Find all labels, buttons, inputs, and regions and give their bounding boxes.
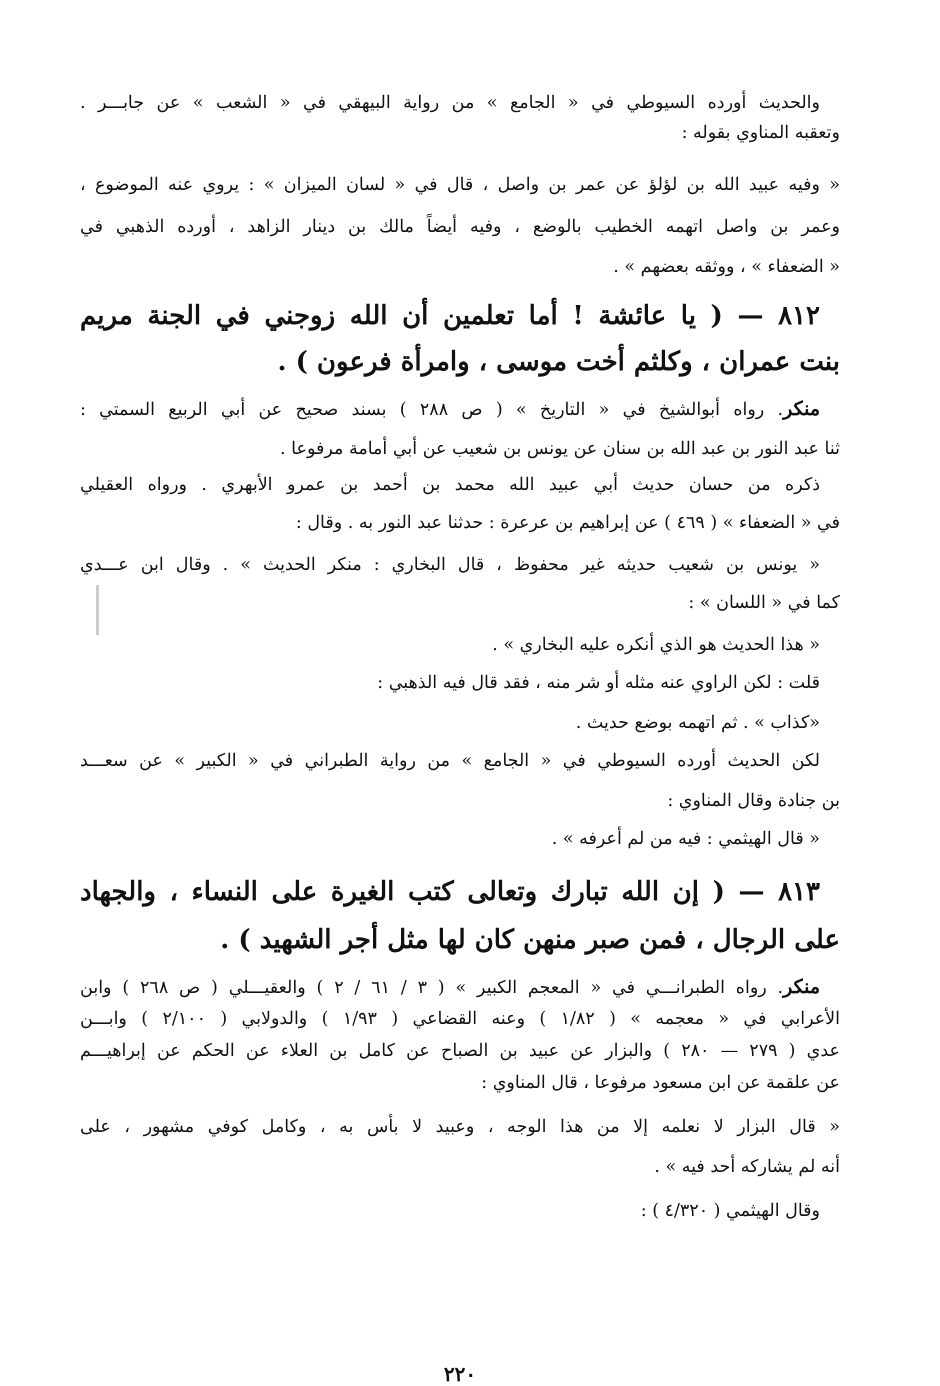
text-line <box>80 1004 840 1034</box>
line-text: والحديث أورده السيوطي في « الجامع » من رواية البيهقي في « الشعب » عن جابـــر . <box>80 93 820 113</box>
text-line <box>80 972 840 1003</box>
scan-artifact <box>96 585 99 635</box>
line-text: . رواه أبوالشيخ في « التاريخ » ( ص ٢٨٨ ) بسند صحيح عن أبي الربيع السمتي : <box>80 400 784 420</box>
grade-label: منكر <box>783 398 820 420</box>
line-text: عدي ( ٢٧٩ — ٢٨٠ ) والبزار عن عبيد بن الصباح عن كامل بن العلاء عن الحكم عن إبراهيـــم <box>80 1041 840 1061</box>
line-text: لكن الحديث أورده السيوطي في « الجامع » من رواية الطبراني في « الكبير » عن سعـــد <box>80 751 820 771</box>
hadith-heading-line <box>80 870 840 914</box>
text-line <box>682 118 840 148</box>
line-text: بن جنادة وقال المناوي : <box>667 791 840 811</box>
text-line <box>80 470 840 500</box>
line-text: أنه لم يشاركه أحد فيه » . <box>654 1157 840 1177</box>
text-line <box>80 550 840 580</box>
line-text: ٨١٣ — ( إن الله تبارك وتعالى كتب الغيرة على النساء ، والجهاد <box>80 877 820 907</box>
grade-label: منكر <box>783 976 821 998</box>
text-line <box>576 708 840 738</box>
text-line <box>377 668 840 698</box>
line-text: ٨١٢ — ( يا عائشة ! أما تعلمين أن الله زوجني في الجنة مريم <box>80 301 820 331</box>
text-line <box>296 508 840 538</box>
text-line <box>80 1112 840 1142</box>
text-line <box>481 1068 840 1098</box>
line-text: عن علقمة عن ابن مسعود مرفوعا ، قال المناوي : <box>481 1073 840 1093</box>
line-text: وقال الهيثمي ( ٤/٣٢٠ ) : <box>640 1201 820 1221</box>
book-page <box>80 93 841 1386</box>
text-line <box>492 630 840 660</box>
text-line <box>667 786 840 816</box>
line-text: في « الضعفاء » ( ٤٦٩ ) عن إبراهيم بن عرعرة : حدثنا عبد النور به . وقال : <box>295 513 840 533</box>
line-text: ذكره من حسان حديث أبي عبيد الله محمد بن أحمد بن عمرو الأبهري . ورواه العقيلي <box>80 475 820 495</box>
line-text: وتعقبه المناوي بقوله : <box>681 123 840 143</box>
line-text: « يونس بن شعيب حديثه غير محفوظ ، قال البخاري : منكر الحديث » . وقال ابن عـــدي <box>80 555 820 575</box>
line-text: وعمر بن واصل اتهمه الخطيب بالوضع ، وفيه أيضاً مالك بن دينار الزاهد ، أورده الذهبي في <box>80 217 840 237</box>
text-line <box>80 170 840 200</box>
line-text: بنت عمران ، وكلثم أخت موسى ، وامرأة فرعون ) . <box>277 347 840 377</box>
hadith-heading-line <box>220 918 840 962</box>
text-line <box>613 252 840 282</box>
line-text: « وفيه عبيد الله بن لؤلؤ عن عمر بن واصل ، قال في « لسان الميزان » : يروي عنه الموضوع ، <box>80 175 840 195</box>
text-line <box>80 1036 840 1066</box>
text-line <box>80 394 840 425</box>
hadith-heading-line <box>277 340 840 384</box>
text-line <box>80 88 840 118</box>
line-text: الأعرابي في « معجمه » ( ١/٨٢ ) وعنه القضاعي ( ١/٩٣ ) والدولابي ( ٢/١٠٠ ) وابـــن <box>80 1009 841 1029</box>
line-text: « قال البزار لا نعلمه إلا من هذا الوجه ، وعبيد لا بأس به ، وكامل كوفي مشهور ، على <box>80 1117 840 1137</box>
text-line <box>80 212 840 242</box>
text-line <box>641 1196 840 1226</box>
line-text: « هذا الحديث هو الذي أنكره عليه البخاري » . <box>492 635 820 655</box>
text-line <box>688 588 840 618</box>
hadith-heading-line <box>80 294 840 338</box>
page-number: ٢٢٠ <box>443 1362 477 1386</box>
line-text: «كذاب » . ثم اتهمه بوضع حديث . <box>575 713 820 733</box>
text-line <box>280 434 840 464</box>
line-text: « الضعفاء » ، ووثقه بعضهم » . <box>613 257 840 277</box>
text-line <box>654 1152 840 1182</box>
line-text: . رواه الطبرانـــي في « المعجم الكبير » ( ٣ / ٦١ / ٢ ) والعقيـــلي ( ص ٢٦٨ ) وابن <box>80 978 784 998</box>
line-text: قلت : لكن الراوي عنه مثله أو شر منه ، فقد قال فيه الذهبي : <box>377 673 820 693</box>
line-text: ثنا عبد النور بن عبد الله بن سنان عن يونس بن شعيب عن أبي أمامة مرفوعا . <box>280 439 840 459</box>
line-text: على الرجال ، فمن صبر منهن كان لها مثل أجر الشهيد ) . <box>220 925 840 955</box>
text-line <box>80 746 840 776</box>
line-text: « قال الهيثمي : فيه من لم أعرفه » . <box>551 829 820 849</box>
line-text: كما في « اللسان » : <box>688 593 840 613</box>
text-line <box>552 824 840 854</box>
